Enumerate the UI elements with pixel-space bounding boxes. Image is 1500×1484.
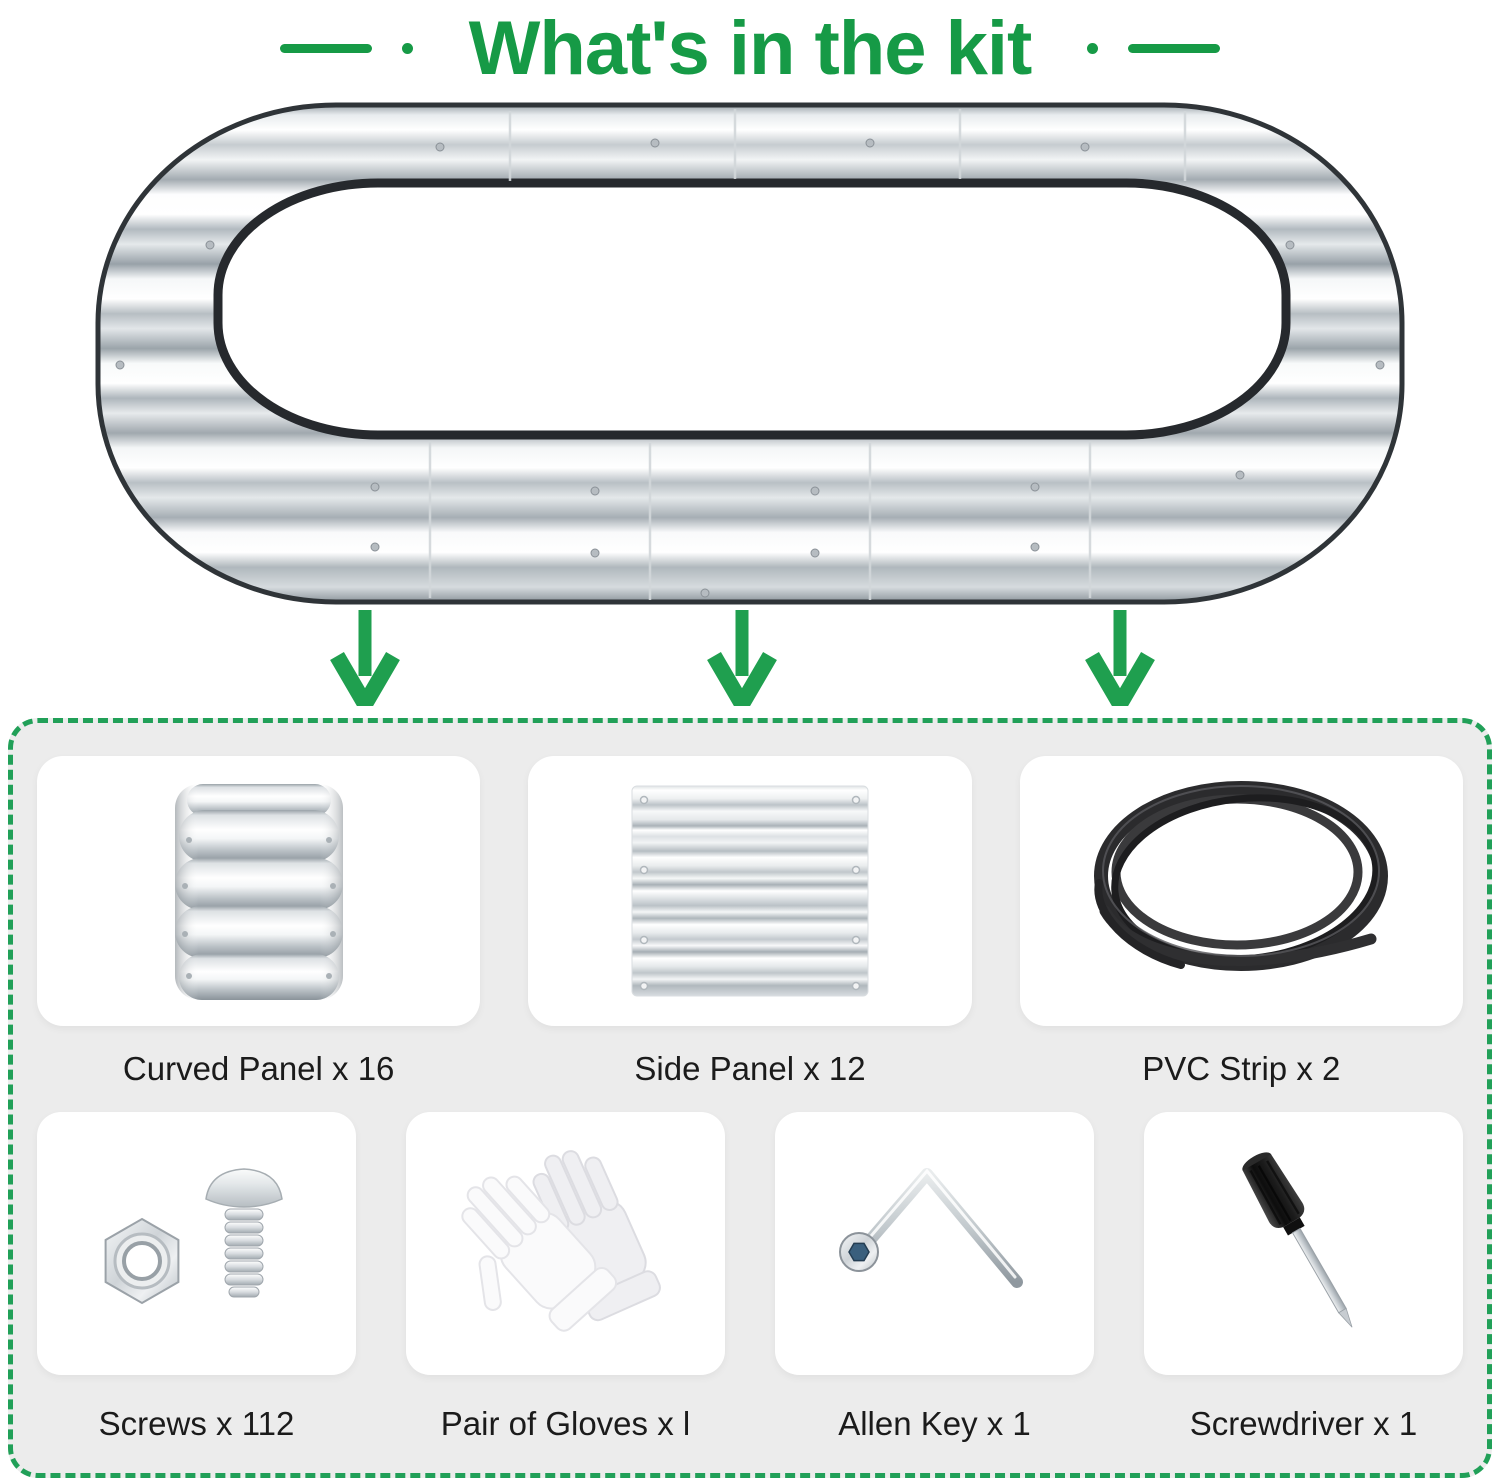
gloves-image <box>426 1124 706 1364</box>
side-panel-label: Side Panel x 12 <box>634 1050 866 1087</box>
title-dash-left <box>280 44 372 53</box>
gloves-label: Pair of Gloves x l <box>440 1405 691 1442</box>
kit-item-side-panel <box>528 756 971 1112</box>
allen-key-image <box>805 1134 1065 1354</box>
pvc-strip-image <box>1071 771 1411 1011</box>
curved-panel-image <box>129 776 389 1006</box>
screws-image <box>72 1129 322 1359</box>
curved-panel-label: Curved Panel x 16 <box>122 1050 395 1087</box>
screwdriver-card <box>1144 1112 1463 1375</box>
allen-key-card <box>775 1112 1094 1375</box>
pvc-strip-card <box>1020 756 1463 1026</box>
kit-contents-box <box>8 718 1492 1478</box>
kit-row-1 <box>37 756 1463 1112</box>
kit-row-2 <box>37 1112 1463 1473</box>
side-panel-card <box>528 756 971 1026</box>
kit-item-gloves <box>406 1112 725 1473</box>
down-arrow-icon <box>325 606 405 706</box>
screws-label: Screws x 112 <box>98 1405 295 1442</box>
kit-item-curved-panel <box>37 756 480 1112</box>
screwdriver-image <box>1179 1124 1429 1364</box>
kit-item-screwdriver <box>1144 1112 1463 1473</box>
title-dot-left <box>402 43 413 54</box>
side-panel-image <box>600 774 900 1009</box>
pvc-strip-label: PVC Strip x 2 <box>1142 1050 1341 1087</box>
title-dash-right <box>1128 44 1220 53</box>
kit-item-screws <box>37 1112 356 1473</box>
screwdriver-label: Screwdriver x 1 <box>1189 1405 1418 1442</box>
down-arrow-icon <box>702 606 782 706</box>
screws-card <box>37 1112 356 1375</box>
title-dot-right <box>1087 43 1098 54</box>
kit-item-allen-key <box>775 1112 1094 1473</box>
curved-panel-card <box>37 756 480 1026</box>
kit-item-pvc-strip <box>1020 756 1463 1112</box>
down-arrow-icon <box>1080 606 1160 706</box>
page-title: What's in the kit <box>468 5 1032 91</box>
raised-bed-svg <box>90 95 1410 610</box>
gloves-card <box>406 1112 725 1375</box>
allen-key-label: Allen Key x 1 <box>838 1405 1031 1442</box>
raised-bed-image <box>90 95 1410 610</box>
title-row <box>0 0 1500 96</box>
